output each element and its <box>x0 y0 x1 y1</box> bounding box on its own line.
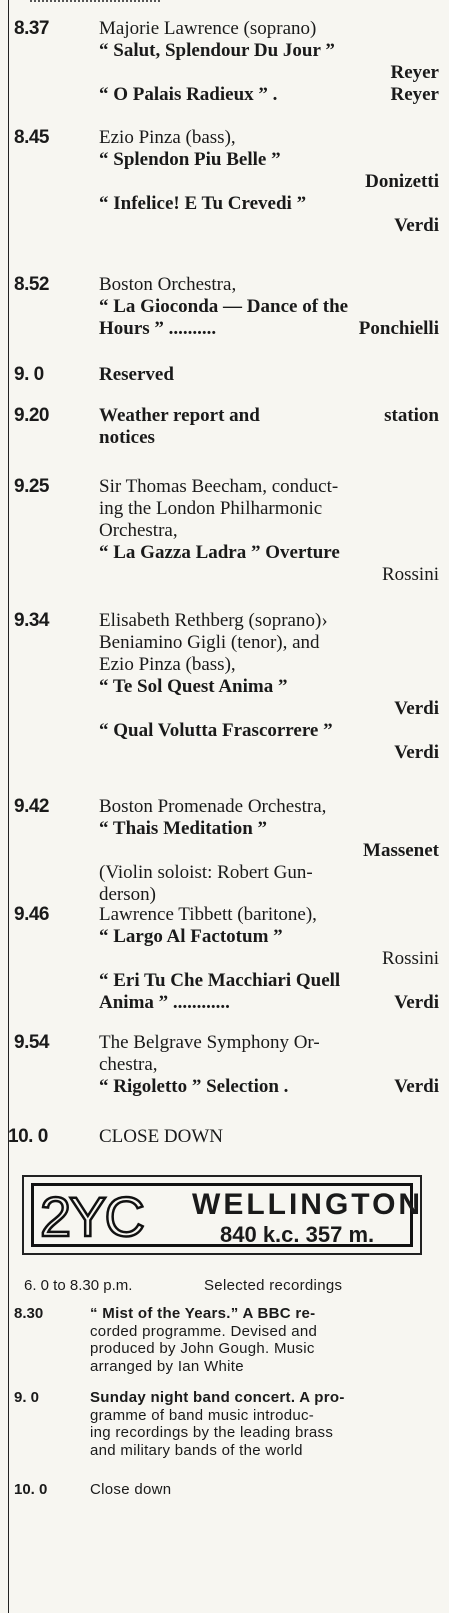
programme-line: “ Infelice! E Tu Crevedi ” <box>99 193 307 214</box>
column-rule <box>8 0 9 1613</box>
station-city: WELLINGTON <box>192 1188 424 1221</box>
line-left: Hours ” .......... <box>99 318 217 339</box>
programme-time: 8.45 <box>14 127 49 148</box>
programme-details <box>99 405 439 449</box>
line-right: Verdi <box>394 992 439 1013</box>
station-programme-details <box>90 1389 439 1459</box>
programme-line: corded programme. Devised and <box>90 1322 318 1340</box>
programme-line: gramme of band music introduc- <box>90 1406 315 1424</box>
composer-credit: Donizetti <box>365 171 439 192</box>
programme-details <box>99 127 439 237</box>
programme-line: Boston Orchestra, <box>99 274 237 295</box>
programme-line: “ Qual Volutta Frascorrere ” <box>99 720 333 741</box>
programme-line: The Belgrave Symphony Or- <box>99 1032 320 1053</box>
station-programme-time: 6. 0 to 8.30 p.m. <box>24 1277 133 1294</box>
line-right: Reyer <box>390 84 439 105</box>
programme-details <box>99 476 439 586</box>
programme-line: produced by John Gough. Music <box>90 1340 315 1357</box>
programme-line: and military bands of the world <box>90 1441 303 1459</box>
programme-line <box>99 405 439 427</box>
programme-line: “ Splendon Piu Belle ” <box>99 149 281 170</box>
programme-details <box>99 274 439 340</box>
programme-details <box>99 610 439 764</box>
programme-line: arranged by Ian White <box>90 1357 244 1375</box>
programme-details <box>99 18 439 106</box>
programme-line: “ Eri Tu Che Macchiari Quell <box>99 970 341 991</box>
station-programme-time: 8.30 <box>14 1305 44 1322</box>
programme-line: Orchestra, <box>99 520 178 541</box>
composer-credit: Verdi <box>394 215 439 236</box>
station-banner <box>22 1175 422 1255</box>
line-right: Verdi <box>394 1076 439 1097</box>
programme-line: Majorie Lawrence (soprano) <box>99 18 317 39</box>
programme-time: 9.25 <box>14 476 49 497</box>
programme-line <box>99 1076 439 1098</box>
composer-credit: Reyer <box>390 62 439 83</box>
programme-line: “ La Gazza Ladra ” Overture <box>99 542 340 563</box>
programme-details <box>99 1126 439 1148</box>
programme-line <box>99 992 439 1014</box>
station-banner-frame <box>31 1183 424 1248</box>
programme-line: ing the London Philharmonic <box>99 498 323 519</box>
programme-line: Close down <box>90 1481 172 1498</box>
line-right: station <box>384 405 439 426</box>
programme-line: “ Thais Meditation ” <box>99 818 268 839</box>
programme-line <box>99 84 439 106</box>
programme-line: CLOSE DOWN <box>99 1126 224 1147</box>
programme-line: Ezio Pinza (bass), <box>99 654 236 675</box>
programme-line: Beniamino Gigli (tenor), and <box>99 632 320 653</box>
top-dotted-rule <box>30 0 160 5</box>
programme-line: “ La Gioconda — Dance of the <box>99 296 349 317</box>
programme-time: 8.52 <box>14 274 49 295</box>
programme-time: 9. 0 <box>14 364 44 385</box>
line-left: Anima ” ............ <box>99 992 230 1013</box>
programme-line: “ Mist of the Years.” A BBC re- <box>90 1305 316 1322</box>
station-programme-time: 9. 0 <box>14 1389 40 1406</box>
programme-details <box>99 904 439 1014</box>
programme-line: Sir Thomas Beecham, conduct- <box>99 476 339 497</box>
composer-credit: Verdi <box>394 698 439 719</box>
programme-details <box>99 1032 439 1098</box>
programme-time: 10. 0 <box>8 1126 48 1147</box>
programme-line: “ Salut, Splendour Du Jour ” <box>99 40 335 61</box>
composer-credit: Rossini <box>381 948 439 969</box>
programme-details <box>99 796 439 906</box>
composer-credit: Massenet <box>363 840 439 861</box>
station-programme-details <box>90 1481 439 1499</box>
programme-time: 9.34 <box>14 610 49 631</box>
programme-line: Reserved <box>99 364 174 385</box>
programme-time: 9.46 <box>14 904 49 925</box>
line-left: “ Rigoletto ” Selection . <box>99 1076 289 1097</box>
programme-line: “ Te Sol Quest Anima ” <box>99 676 288 697</box>
line-right: Ponchielli <box>358 318 439 339</box>
programme-line: Ezio Pinza (bass), <box>99 127 236 148</box>
programme-line: (Violin soloist: Robert Gun- <box>99 862 313 883</box>
line-left: “ O Palais Radieux ” . <box>99 84 278 105</box>
station-programme-details <box>204 1277 439 1295</box>
programme-line: Elisabeth Rethberg (soprano)› <box>99 610 328 631</box>
programme-line: Selected recordings <box>204 1277 343 1294</box>
programme-details <box>99 364 439 386</box>
programme-line: chestra, <box>99 1054 158 1075</box>
programme-line: Boston Promenade Orchestra, <box>99 796 327 817</box>
programme-line: derson) <box>99 884 156 905</box>
programme-line: notices <box>99 427 155 448</box>
composer-credit: Verdi <box>394 742 439 763</box>
station-programme-details <box>90 1305 439 1375</box>
line-left: Weather report and <box>99 405 260 426</box>
station-callsign: 2YC <box>40 1185 143 1248</box>
station-programme-time: 10. 0 <box>14 1481 48 1498</box>
programme-time: 9.42 <box>14 796 49 817</box>
programme-line: Sunday night band concert. A pro- <box>90 1389 345 1406</box>
programme-time: 9.20 <box>14 405 49 426</box>
programme-line: “ Largo Al Factotum ” <box>99 926 283 947</box>
programme-time: 9.54 <box>14 1032 49 1053</box>
programme-line: Lawrence Tibbett (baritone), <box>99 904 317 925</box>
programme-time: 8.37 <box>14 18 49 39</box>
station-frequency: 840 k.c. 357 m. <box>220 1222 375 1247</box>
programme-line: ing recordings by the leading brass <box>90 1424 334 1441</box>
programme-line <box>99 318 439 340</box>
composer-credit: Rossini <box>381 564 439 585</box>
